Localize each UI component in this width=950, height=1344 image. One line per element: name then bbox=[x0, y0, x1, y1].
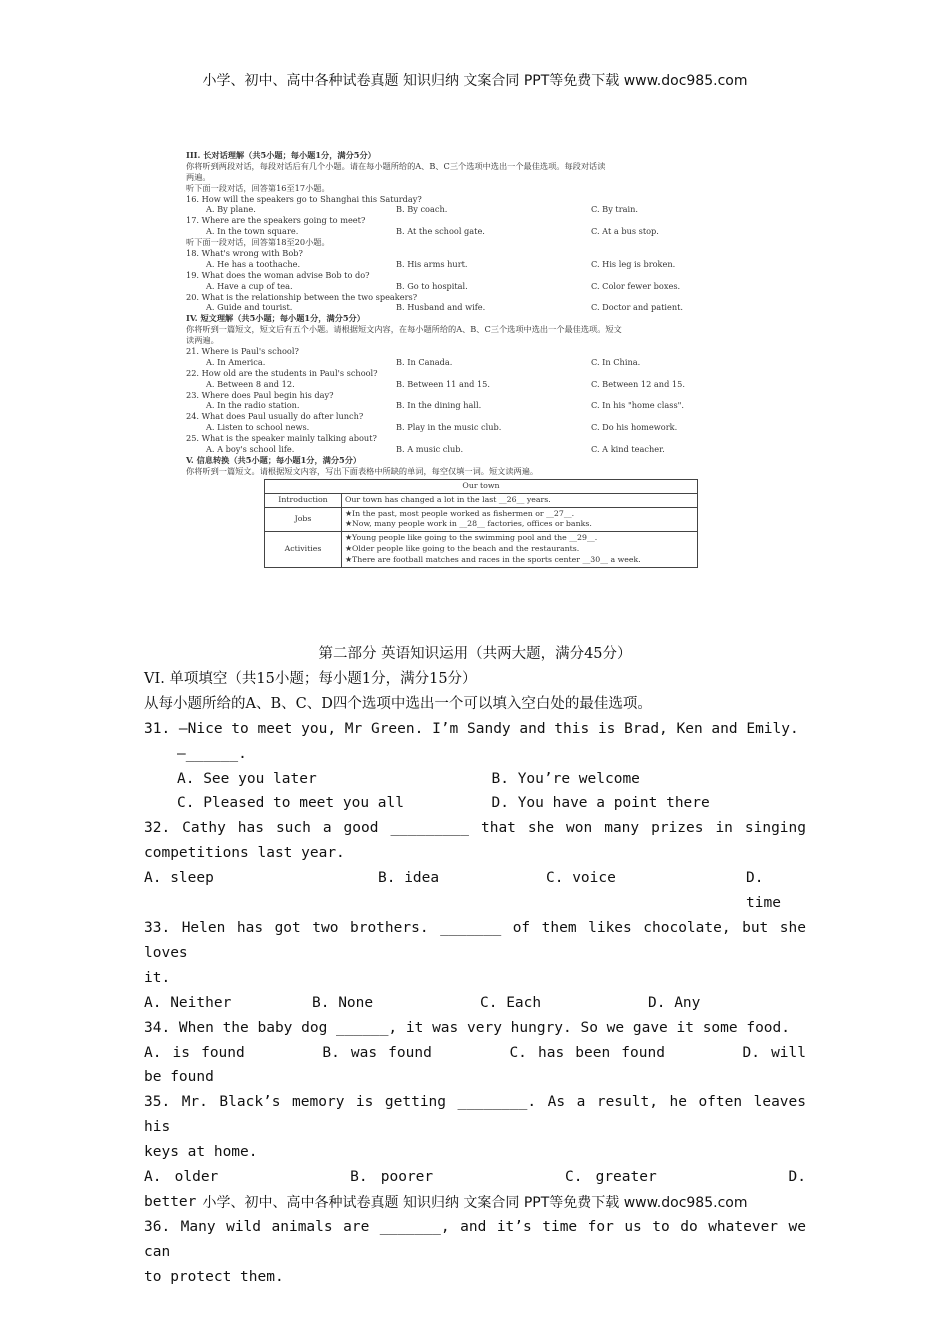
option: B. In Canada. bbox=[396, 356, 453, 367]
table-line: ★In the past, most people worked as fishermen or __27__. bbox=[345, 508, 575, 518]
table-key: Introduction bbox=[265, 493, 342, 507]
option-row bbox=[186, 204, 786, 215]
option-row bbox=[144, 991, 806, 1016]
option-row bbox=[186, 422, 786, 433]
question-continuation: keys at home. bbox=[144, 1144, 258, 1161]
scanned-listening-section bbox=[186, 150, 786, 568]
option-row bbox=[144, 791, 806, 816]
option: B. By coach. bbox=[396, 204, 448, 215]
page-footer: 小学、初中、高中各种试卷真题 知识归纳 文案合同 PPT等免费下载 www.doc985.com bbox=[202, 1195, 748, 1211]
option-row: A. older B. poorer C. greater D. bbox=[144, 1169, 806, 1186]
instruction: 从每小题所给的A、B、C、D四个选项中选出一个可以填入空白处的最佳选项。 bbox=[144, 695, 652, 712]
question: 21. Where is Paul's school? bbox=[186, 346, 299, 357]
option: C. Pleased to meet you all bbox=[177, 795, 404, 812]
option: D. Any bbox=[648, 994, 701, 1011]
option: C. At a bus stop. bbox=[591, 226, 659, 237]
instruction: 你将听到两段对话，每段对话后有几个小题。请在每小题所给的A、B、C三个选项中选出一个最佳选项。每段对话读 bbox=[186, 160, 606, 171]
question: 22. How old are the students in Paul's school? bbox=[186, 367, 378, 378]
question-31: 31. —Nice to meet you, Mr Green. I’m Sandy and this is Brad, Ken and Emily. bbox=[144, 720, 799, 737]
option-continuation: be found bbox=[144, 1069, 214, 1086]
table-line: ★Young people like going to the swimming pool and the __29__. bbox=[345, 533, 598, 543]
instruction: 你将听到一篇短文。请根据短文内容，写出下面表格中所缺的单词，每空仅填一词。短文读两遍。 bbox=[186, 465, 539, 476]
option-row bbox=[186, 259, 786, 270]
page-header: 小学、初中、高中各种试卷真题 知识归纳 文案合同 PPT等免费下载 www.doc985.com bbox=[202, 73, 748, 89]
question-continuation: competitions last year. bbox=[144, 845, 345, 862]
option: B. His arms hurt. bbox=[396, 258, 468, 269]
option: C. Between 12 and 15. bbox=[591, 378, 685, 389]
option: C. Doctor and patient. bbox=[591, 302, 684, 313]
question-33: 33. Helen has got two brothers. _______ of them likes chocolate, but she loves bbox=[144, 919, 806, 961]
table-line: ★Now, many people work in __28__ factories, offices or banks. bbox=[345, 519, 592, 529]
section-title: III. 长对话理解（共5小题；每小题1分，满分5分） bbox=[186, 150, 376, 160]
option: B. Between 11 and 15. bbox=[396, 378, 490, 389]
table-title: Our town bbox=[265, 479, 698, 493]
option: C. In his "home class". bbox=[591, 400, 685, 411]
instruction: 两遍。 bbox=[186, 171, 211, 182]
table-line: ★There are football matches and races in the sports center __30__ a week. bbox=[345, 555, 641, 565]
option-row bbox=[186, 226, 786, 237]
table-key: Activities bbox=[265, 532, 342, 568]
answer-line: —______. bbox=[177, 745, 247, 762]
option: A. Listen to school news. bbox=[206, 422, 310, 433]
question-continuation: to protect them. bbox=[144, 1268, 284, 1285]
table-line: ★Older people like going to the beach and the restaurants. bbox=[345, 544, 580, 554]
option: A. Have a cup of tea. bbox=[206, 280, 293, 291]
instruction: 你将听到一篇短文，短文后有五个小题。请根据短文内容，在每小题所给的A、B、C三个选项中选出一个最佳选项。短文 bbox=[186, 324, 622, 335]
option: D. time bbox=[746, 870, 781, 912]
option: A. In the town square. bbox=[206, 226, 299, 237]
option-row bbox=[186, 444, 786, 455]
question: 19. What does the woman advise Bob to do? bbox=[186, 269, 370, 280]
option: C. Do his homework. bbox=[591, 422, 678, 433]
option: B. Go to hospital. bbox=[396, 280, 468, 291]
option: A. See you later bbox=[177, 770, 317, 787]
option: A. In America. bbox=[206, 356, 266, 367]
section-title: V. 信息转换（共5小题；每小题1分，满分5分） bbox=[186, 454, 362, 465]
question-continuation: it. bbox=[144, 969, 171, 986]
instruction: 读两遍。 bbox=[186, 335, 219, 346]
option: C. By train. bbox=[591, 204, 639, 215]
question: 20. What is the relationship between the two speakers? bbox=[186, 291, 418, 302]
question: 17. Where are the speakers going to meet? bbox=[186, 215, 366, 226]
question-34: 34. When the baby dog ______, it was very hungry. So we gave it some food. bbox=[144, 1019, 791, 1036]
option-row bbox=[186, 302, 786, 313]
option-row: A. is found B. was found C. has been found D. will bbox=[144, 1044, 806, 1061]
option: C. In China. bbox=[591, 356, 641, 367]
option: A. Between 8 and 12. bbox=[206, 378, 295, 389]
table-key: Jobs bbox=[265, 507, 342, 532]
table-value bbox=[342, 507, 698, 532]
option: C. Each bbox=[480, 994, 542, 1011]
option-row bbox=[144, 866, 806, 916]
option: A. He has a toothache. bbox=[206, 258, 301, 269]
option: A. A boy's school life. bbox=[206, 444, 295, 455]
part-title: 第二部分 英语知识运用（共两大题，满分45分） bbox=[318, 646, 632, 662]
table-value bbox=[342, 532, 698, 568]
info-table bbox=[264, 479, 698, 568]
option: D. You have a point there bbox=[491, 795, 710, 812]
option-row bbox=[186, 281, 786, 292]
option: C. Color fewer boxes. bbox=[591, 280, 681, 291]
option: A. sleep bbox=[144, 870, 214, 887]
sub-instruction: 听下面一段对话，回答第18至20小题。 bbox=[186, 237, 330, 248]
option-row bbox=[144, 767, 806, 792]
question: 24. What does Paul usually do after lunch? bbox=[186, 411, 364, 422]
question: 16. How will the speakers go to Shanghai this Saturday? bbox=[186, 193, 422, 204]
option: A. Neither bbox=[144, 994, 232, 1011]
question: 25. What is the speaker mainly talking about? bbox=[186, 433, 377, 444]
option: B. A music club. bbox=[396, 444, 464, 455]
question-32: 32. Cathy has such a good _________ that she won many prizes in singing bbox=[144, 820, 806, 837]
option: C. A kind teacher. bbox=[591, 444, 665, 455]
option: B. Husband and wife. bbox=[396, 302, 486, 313]
option-row bbox=[186, 357, 786, 368]
option-continuation: better bbox=[144, 1193, 197, 1210]
option: C. His leg is broken. bbox=[591, 258, 676, 269]
table-value: Our town has changed a lot in the last __26__ years. bbox=[342, 493, 698, 507]
option: A. By plane. bbox=[206, 204, 256, 215]
option: B. Play in the music club. bbox=[396, 422, 502, 433]
option-row bbox=[186, 379, 786, 390]
sub-instruction: 听下面一段对话，回答第16至17小题。 bbox=[186, 182, 330, 193]
option: B. You’re welcome bbox=[491, 770, 640, 787]
option: B. At the school gate. bbox=[396, 226, 485, 237]
question: 18. What's wrong with Bob? bbox=[186, 248, 303, 259]
option: A. Guide and tourist. bbox=[206, 302, 293, 313]
question-36: 36. Many wild animals are _______, and it’s time for us to do whatever we can bbox=[144, 1218, 806, 1260]
option: B. In the dining hall. bbox=[396, 400, 482, 411]
option: B. None bbox=[312, 994, 374, 1011]
question-35: 35. Mr. Black’s memory is getting ________. As a result, he often leaves his bbox=[144, 1094, 806, 1136]
question: 23. Where does Paul begin his day? bbox=[186, 389, 334, 400]
option: B. idea bbox=[378, 870, 440, 887]
section-title: VI. 单项填空（共15小题；每小题1分，满分15分） bbox=[144, 670, 477, 687]
option: A. In the radio station. bbox=[206, 400, 300, 411]
section-title: IV. 短文理解（共5小题；每小题1分，满分5分） bbox=[186, 313, 365, 324]
option-row bbox=[186, 400, 786, 411]
option: C. voice bbox=[546, 870, 616, 887]
